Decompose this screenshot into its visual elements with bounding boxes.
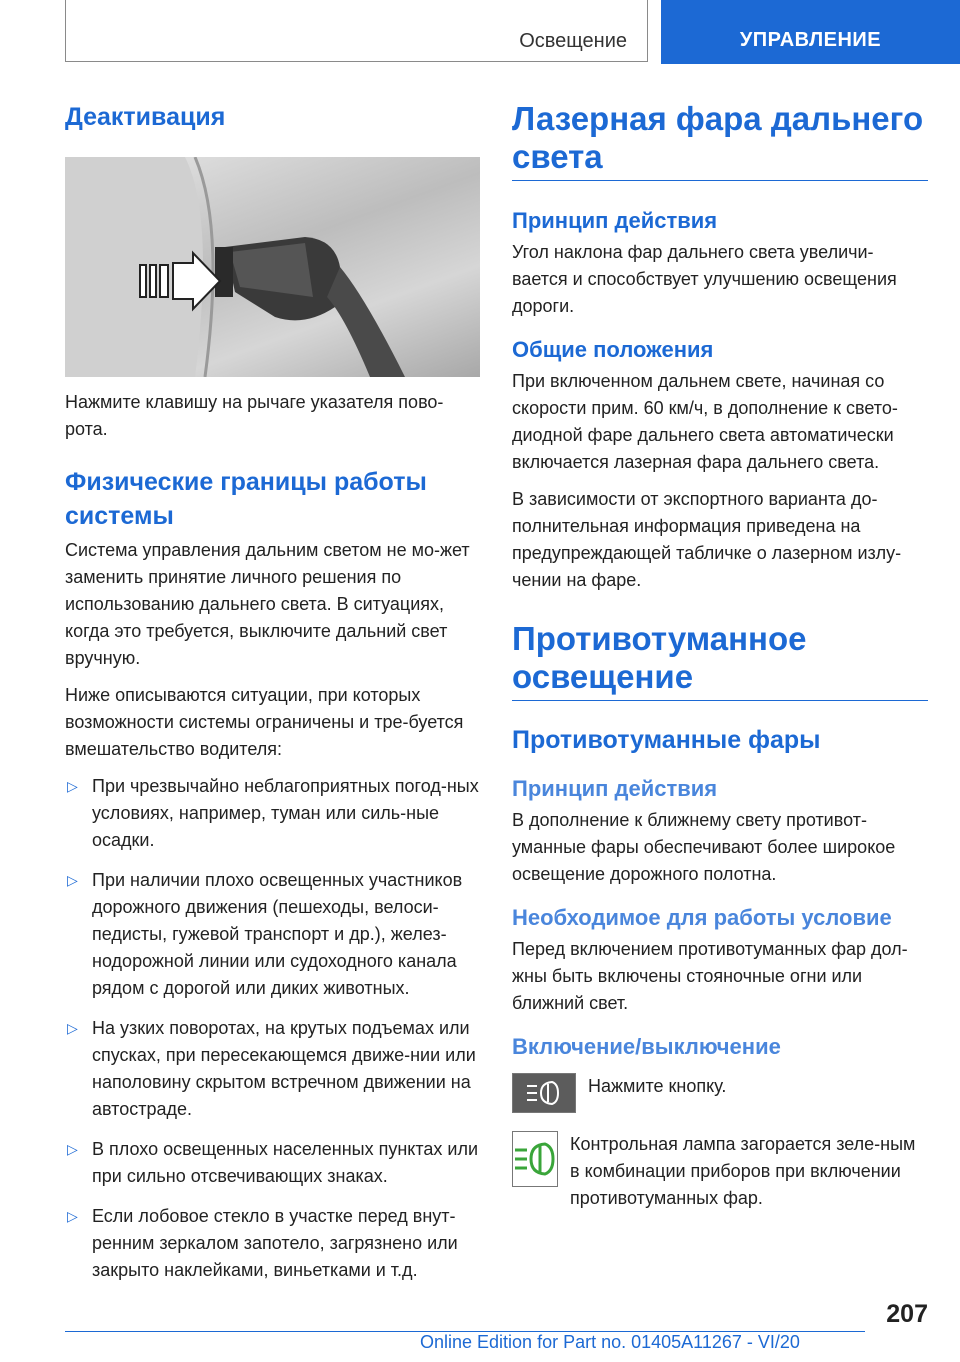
indicator-row xyxy=(512,1131,928,1212)
fog-button-row xyxy=(512,1073,928,1113)
onoff-text: Нажмите кнопку. xyxy=(588,1076,727,1096)
triangle-bullet-icon: ▷ xyxy=(67,1141,78,1157)
header-section-title: Освещение xyxy=(519,30,627,52)
condition-heading: Необходимое для работы условие xyxy=(512,905,892,930)
list-item: ▷ При чрезвычайно неблагоприятных погод-ных условиях, например, туман или силь-ные осадки. xyxy=(65,773,480,854)
list-item: ▷ Если лобовое стекло в участке перед внут-ренним зеркалом запотело, загрязнено или закрыто наклейками, виньетками и т.д. xyxy=(65,1203,480,1284)
principle-text: Угол наклона фар дальнего света увеличи-вается и способствует улучшению освещения дороги. xyxy=(512,242,897,316)
left-column xyxy=(65,100,480,1297)
deactivation-heading: Деактивация xyxy=(65,103,226,131)
limits-paragraph-1: Система управления дальним светом не мо-жет заменить принятие личного решения по использованию дальнего света. В ситуациях, когда это требуется, выключите дальний свет вручную. xyxy=(65,540,470,668)
general-heading: Общие положения xyxy=(512,337,714,362)
laser-heading: Лазерная фара дальнего света xyxy=(512,100,924,175)
triangle-bullet-icon: ▷ xyxy=(67,1020,78,1036)
list-item: ▷ В плохо освещенных населенных пунктах или при сильно отсвечивающих знаках. xyxy=(65,1136,480,1190)
edition-note: Online Edition for Part no. 01405A11267 - VI/20 xyxy=(420,1332,800,1352)
limits-heading: Физические границы работы системы xyxy=(65,468,427,530)
page-number: 207 xyxy=(886,1300,928,1328)
deactivation-text: Нажмите клавишу на рычаге указателя пово-рота. xyxy=(65,392,444,439)
header-chapter-tab[interactable]: УПРАВЛЕНИЕ xyxy=(661,0,960,64)
triangle-bullet-icon: ▷ xyxy=(67,778,78,794)
fog-principle-heading: Принцип действия xyxy=(512,776,718,801)
indicator-text: Контрольная лампа загорается зеле-ным в комбинации приборов при включении противотуманных фар. xyxy=(570,1134,916,1208)
fog-lights-heading: Противотуманные фары xyxy=(512,726,821,754)
fog-indicator-lamp xyxy=(512,1131,558,1187)
section-divider xyxy=(512,180,928,181)
principle-heading: Принцип действия xyxy=(512,208,718,233)
fog-light-icon xyxy=(524,1080,564,1106)
fog-light-button[interactable] xyxy=(512,1073,576,1113)
header-frame xyxy=(65,0,648,62)
limits-paragraph-2: Ниже описываются ситуации, при которых возможности системы ограничены и тре-буется вмешательство водителя: xyxy=(65,685,464,759)
triangle-bullet-icon: ▷ xyxy=(67,1208,78,1224)
limits-list xyxy=(65,773,480,1284)
triangle-bullet-icon: ▷ xyxy=(67,872,78,888)
onoff-heading: Включение/выключение xyxy=(512,1034,781,1059)
general-paragraph-1: При включенном дальнем свете, начиная со скорости прим. 60 км/ч, в дополнение к свето-диодной фаре дальнего света автоматически включается лазерная фара дальнего света. xyxy=(512,371,898,472)
list-item: ▷ На узких поворотах, на крутых подъемах или спусках, при пересекающемся движе-нии или наполовину скрытом встречном движении на автостраде. xyxy=(65,1015,480,1123)
turn-signal-lever-photo xyxy=(65,157,480,377)
condition-text: Перед включением противотуманных фар дол-жны быть включены стояночные огни или ближний свет. xyxy=(512,939,908,1013)
fog-heading: Противотуманное освещение xyxy=(512,620,807,695)
right-column xyxy=(512,100,928,1212)
section-divider xyxy=(512,700,928,701)
lever-illustration xyxy=(65,157,480,377)
general-paragraph-2: В зависимости от экспортного варианта до-полнительная информация приведена на предупреждающей табличке о лазерном излу-чении на фаре. xyxy=(512,489,902,590)
list-item: ▷ При наличии плохо освещенных участников дорожного движения (пешеходы, велоси-педисты, гужевой транспорт и др.), желез-нодорожной линии или судоходного канала рядом с дорогой или диких животных. xyxy=(65,867,480,1002)
fog-indicator-icon xyxy=(513,1141,557,1177)
fog-principle-text: В дополнение к ближнему свету противот-уманные фары обеспечивают более широкое освещение дорожного полотна. xyxy=(512,810,896,884)
